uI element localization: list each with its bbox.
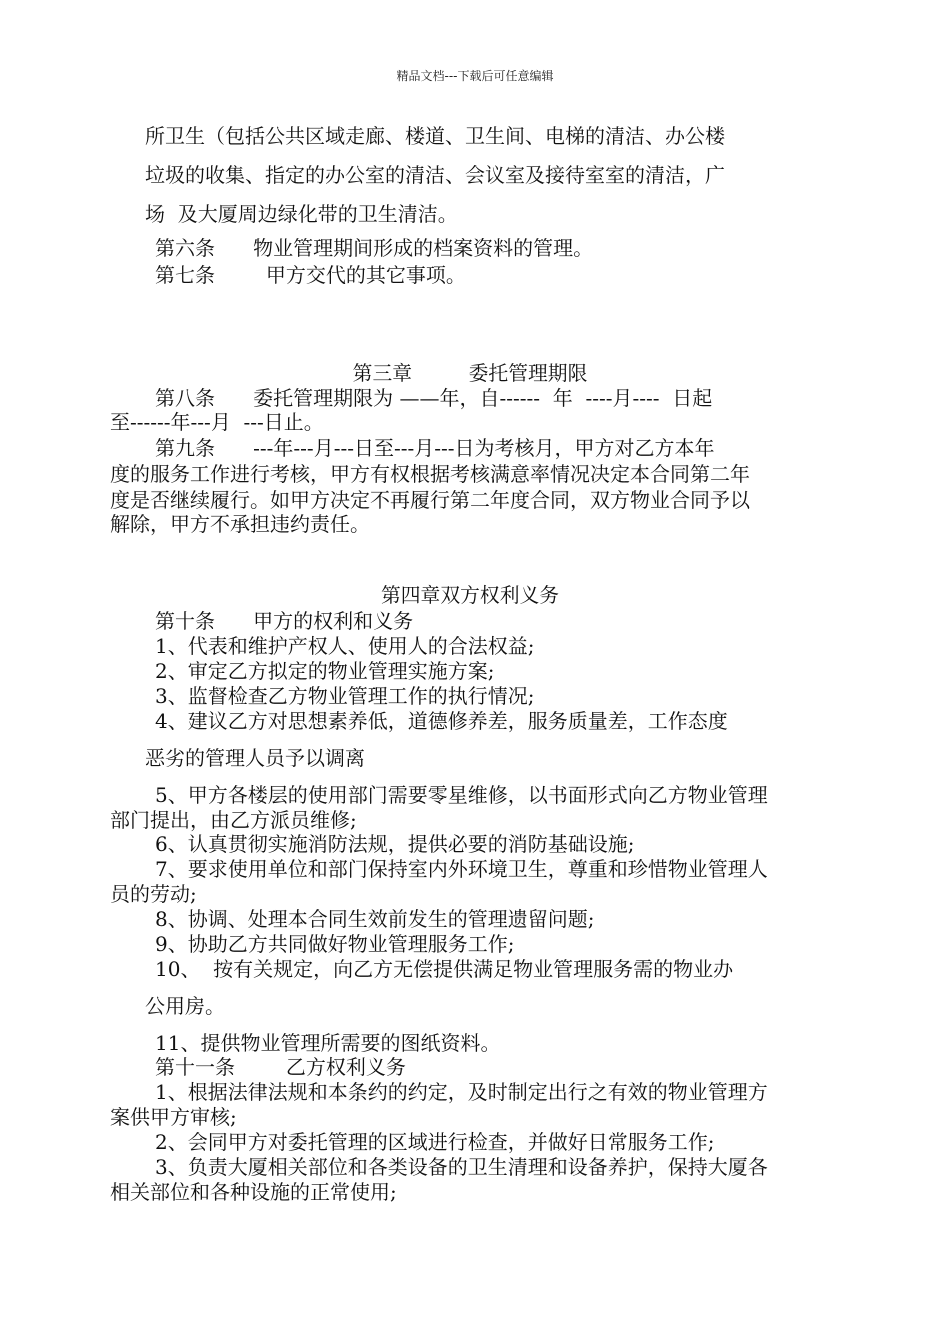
list-item: 8、协调、处理本合同生效前发生的管理遗留问题; xyxy=(155,907,595,931)
list-item: 1、代表和维护产权人、使用人的合法权益; xyxy=(155,634,535,658)
list-item: 9、协助乙方共同做好物业管理服务工作; xyxy=(155,932,515,956)
text-line: 解除，甲方不承担违约责任。 xyxy=(110,512,370,536)
list-item: 2、会同甲方对委托管理的区域进行检查，并做好日常服务工作; xyxy=(155,1130,715,1154)
list-item: 11、提供物业管理所需要的图纸资料。 xyxy=(155,1031,501,1055)
text-line: 恶劣的管理人员予以调离 xyxy=(145,746,365,770)
text-line: 垃圾的收集、指定的办公室的清洁、会议室及接待室室的清洁，广 xyxy=(145,163,725,187)
article-line: 第七条 甲方交代的其它事项。 xyxy=(155,263,466,287)
article-line: 第九条 ---年---月---日至---月---日为考核月，甲方对乙方本年 xyxy=(155,436,715,460)
chapter-heading: 第四章双方权利义务 xyxy=(380,583,560,607)
article-line: 第十一条 乙方权利义务 xyxy=(155,1055,406,1079)
text-line: 相关部位和各种设施的正常使用; xyxy=(110,1180,397,1204)
list-item: 5、甲方各楼层的使用部门需要零星维修，以书面形式向乙方物业管理 xyxy=(155,783,768,807)
list-item: 2、审定乙方拟定的物业管理实施方案; xyxy=(155,659,495,683)
list-item: 3、监督检查乙方物业管理工作的执行情况; xyxy=(155,684,535,708)
article-line: 第八条 委托管理期限为 ——年，自------ 年 ----月---- 日起 xyxy=(155,386,713,410)
text-line: 公用房。 xyxy=(145,994,225,1018)
chapter-heading: 第三章 委托管理期限 xyxy=(352,361,588,385)
text-line: 度的服务工作进行考核，甲方有权根据考核满意率情况决定本合同第二年 xyxy=(110,462,750,486)
text-line: 所卫生（包括公共区域走廊、楼道、卫生间、电梯的清洁、办公楼 xyxy=(145,124,725,148)
list-item: 1、根据法律法规和本条约的约定，及时制定出行之有效的物业管理方 xyxy=(155,1080,768,1104)
list-item: 6、认真贯彻实施消防法规，提供必要的消防基础设施; xyxy=(155,832,635,856)
text-line: 部门提出，由乙方派员维修; xyxy=(110,808,357,832)
text-line: 度是否继续履行。如甲方决定不再履行第二年度合同，双方物业合同予以 xyxy=(110,488,750,512)
text-line: 场 及大厦周边绿化带的卫生清洁。 xyxy=(145,202,458,226)
article-line: 第十条 甲方的权利和义务 xyxy=(155,609,414,633)
list-item: 10、 按有关规定，向乙方无偿提供满足物业管理服务需的物业办 xyxy=(155,957,734,981)
article-line: 第六条 物业管理期间形成的档案资料的管理。 xyxy=(155,236,594,260)
list-item: 3、负责大厦相关部位和各类设备的卫生清理和设备养护，保持大厦各 xyxy=(155,1155,768,1179)
text-line: 案供甲方审核; xyxy=(110,1105,237,1129)
page-header: 精品文档---下载后可任意编辑 xyxy=(396,69,554,83)
text-line: 至------年---月 ---日止。 xyxy=(110,410,324,434)
text-line: 员的劳动; xyxy=(110,882,197,906)
list-item: 4、建议乙方对思想素养低，道德修养差，服务质量差，工作态度 xyxy=(155,709,728,733)
list-item: 7、要求使用单位和部门保持室内外环境卫生，尊重和珍惜物业管理人 xyxy=(155,857,768,881)
